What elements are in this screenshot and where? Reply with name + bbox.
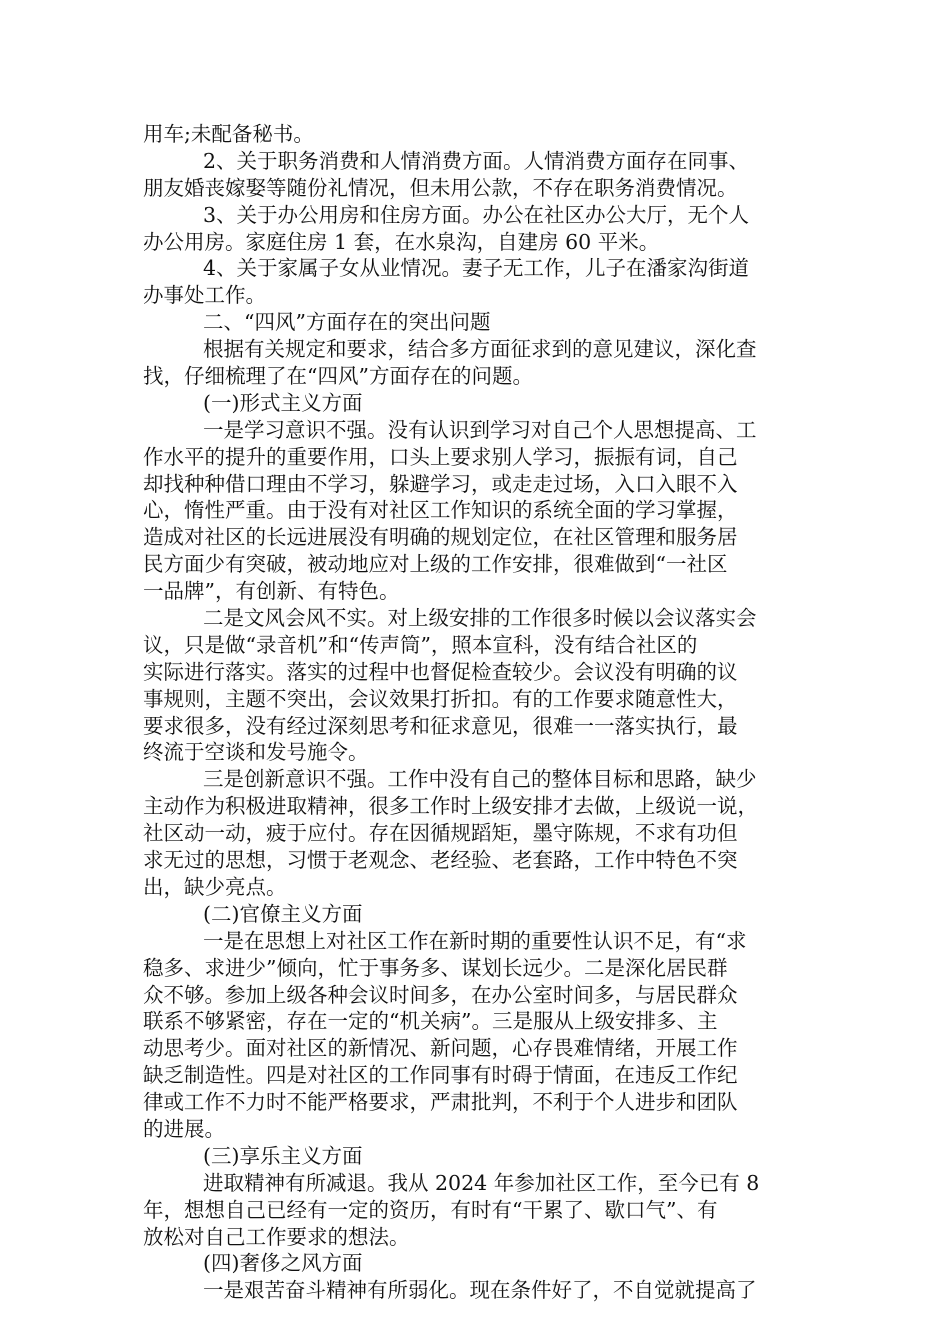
text-line: 用车;未配备秘书。 [143, 122, 314, 146]
text-line: 终流于空谈和发号施令。 [143, 740, 369, 765]
text-line: 众不够。参加上级各种会议时间多，在办公室时间多，与居民群众 [143, 982, 738, 1007]
text-line: 二是文风会风不实。对上级安排的工作很多时候以会议落实会 [203, 606, 757, 631]
text-line: 要求很多，没有经过深刻思考和征求意见，很难一一落实执行，最 [143, 713, 738, 738]
text-line: 心，惰性严重。由于没有对社区工作知识的系统全面的学习掌握， [143, 498, 738, 523]
text-line: 事规则，主题不突出，会议效果打折扣。有的工作要求随意性大， [143, 686, 738, 711]
text-line: 稳多、求进少”倾向，忙于事务多、谋划长远少。二是深化居民群 [143, 955, 728, 980]
text-line: 根据有关规定和要求，结合多方面征求到的意见建议，深化查 [203, 337, 757, 362]
text-line: 求无过的思想，习惯于老观念、老经验、老套路，工作中特色不突 [143, 848, 738, 873]
text-line: 一品牌”，有创新、有特色。 [143, 579, 400, 604]
text-line: 进取精神有所减退。我从 2024 年参加社区工作，至今已有 8 [203, 1170, 760, 1195]
text-line: 4、关于家属子女从业情况。妻子无工作，儿子在潘家沟街道 [203, 256, 750, 281]
text-line: (四)奢侈之风方面 [203, 1251, 363, 1276]
text-line: 出，缺少亮点。 [143, 874, 287, 899]
text-line: 律或工作不力时不能严格要求，严肃批判，不利于个人进步和团队 [143, 1090, 738, 1115]
text-line: 主动作为积极进取精神，很多工作时上级安排才去做，上级说一说， [143, 794, 758, 819]
text-line: 民方面少有突破，被动地应对上级的工作安排，很难做到“一社区 [143, 552, 728, 577]
text-line: (三)享乐主义方面 [203, 1143, 363, 1168]
text-line: 2、关于职务消费和人情消费方面。人情消费方面存在同事、 [203, 148, 750, 173]
text-line: 二、“四风”方面存在的突出问题 [203, 310, 491, 335]
text-line: 缺乏制造性。四是对社区的工作同事有时碍于情面，在违反工作纪 [143, 1063, 738, 1088]
text-line: 动思考少。面对社区的新情况、新问题，心存畏难情绪，开展工作 [143, 1036, 738, 1061]
text-line: 作水平的提升的重要作用，口头上要求别人学习，振振有词，自己 [143, 444, 738, 469]
text-line: 造成对社区的长远进展没有明确的规划定位，在社区管理和服务居 [143, 525, 738, 550]
text-line: 3、关于办公用房和住房方面。办公在社区办公大厅，无个人 [203, 202, 750, 227]
text-line: 实际进行落实。落实的过程中也督促检查较少。会议没有明确的议 [143, 659, 738, 684]
text-line: (一)形式主义方面 [203, 390, 363, 415]
text-line: 却找种种借口理由不学习，躲避学习，或走走过场，入口入眼不入 [143, 471, 738, 496]
text-line: 联系不够紧密，存在一定的“机关病”。三是服从上级安排多、主 [143, 1009, 718, 1034]
text-line: 社区动一动，疲于应付。存在因循规蹈矩，墨守陈规，不求有功但 [143, 821, 738, 846]
text-line: 议，只是做“录音机”和“传声筒”，照本宣科，没有结合社区的 [143, 632, 698, 657]
text-line: 找，仔细梳理了在“四风”方面存在的问题。 [143, 364, 533, 389]
text-line: (二)官僚主义方面 [203, 901, 363, 926]
text-line: 办公用房。家庭住房 1 套，在水泉沟，自建房 60 平米。 [143, 229, 660, 254]
text-line: 年，想想自己已经有一定的资历，有时有“干累了、歇口气”、有 [143, 1197, 718, 1222]
document-body [143, 121, 811, 1304]
text-line: 三是创新意识不强。工作中没有自己的整体目标和思路，缺少 [203, 767, 757, 792]
text-line: 一是学习意识不强。没有认识到学习对自己个人思想提高、工 [203, 417, 757, 442]
text-line: 一是在思想上对社区工作在新时期的重要性认识不足，有“求 [203, 928, 747, 953]
text-line: 办事处工作。 [143, 283, 266, 308]
text-line: 的进展。 [143, 1116, 225, 1141]
text-line: 朋友婚丧嫁娶等随份礼情况，但未用公款，不存在职务消费情况。 [143, 175, 738, 200]
text-line: 一是艰苦奋斗精神有所弱化。现在条件好了，不自觉就提高了 [203, 1278, 757, 1303]
text-line: 放松对自己工作要求的想法。 [143, 1224, 410, 1249]
